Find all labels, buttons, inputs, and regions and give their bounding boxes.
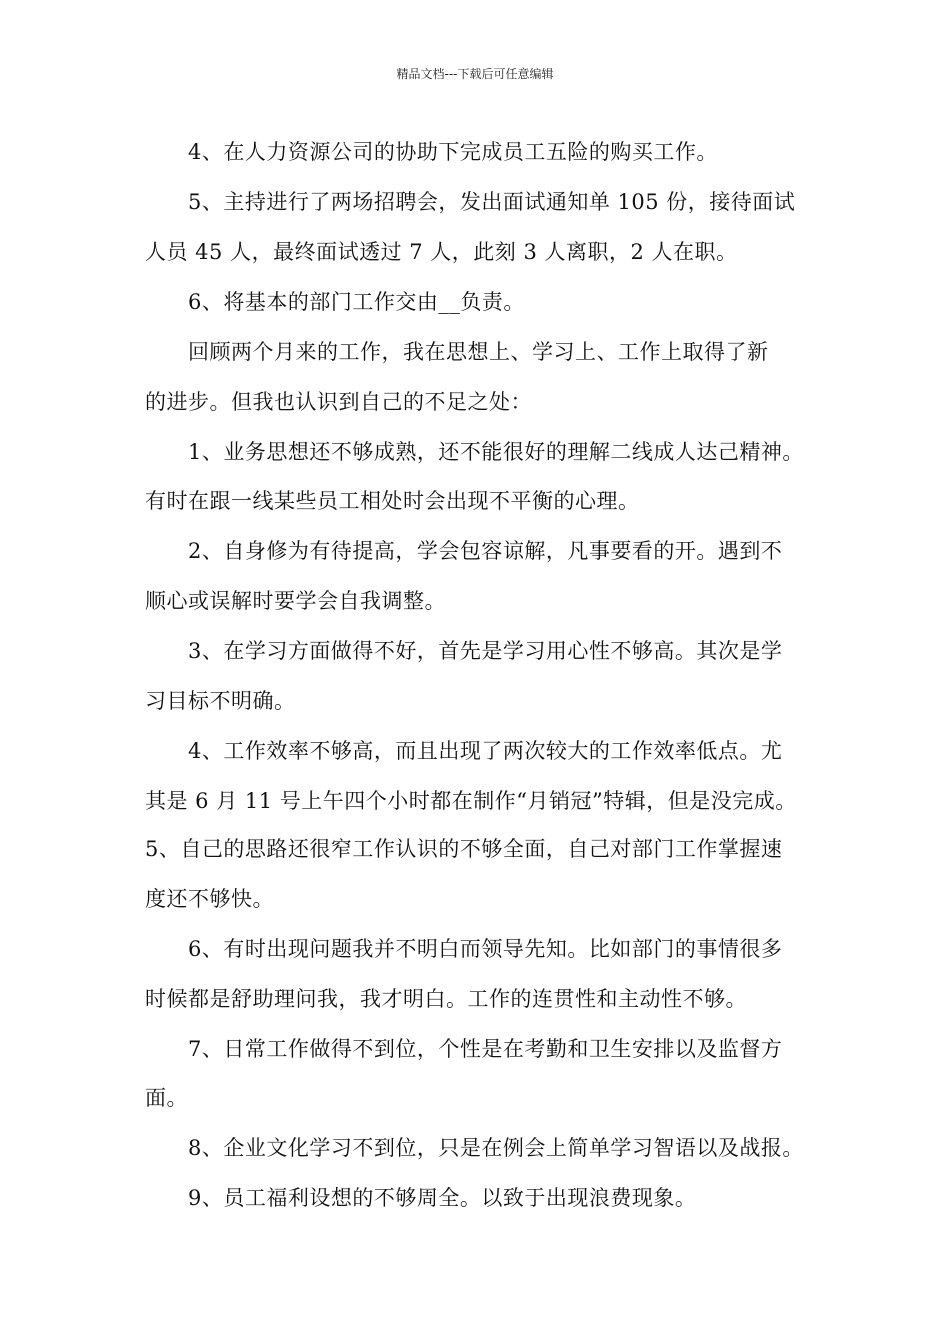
text-line: 7、日常工作做得不到位，个性是在考勤和卫生安排以及监督方 bbox=[188, 1037, 783, 1061]
text-line: 2、自身修为有待提高，学会包容谅解，凡事要看的开。遇到不 bbox=[188, 539, 783, 563]
text-line: 4、在人力资源公司的协助下完成员工五险的购买工作。 bbox=[188, 140, 718, 164]
text-line: 其是 6 月 11 号上午四个小时都在制作“月销冠”特辑，但是没完成。 bbox=[145, 789, 797, 813]
text-line: 1、业务思想还不够成熟，还不能很好的理解二线成人达己精神。 bbox=[188, 440, 804, 464]
text-line: 的进步。但我也认识到自己的不足之处： bbox=[145, 390, 532, 414]
text-line: 5、主持进行了两场招聘会，发出面试通知单 105 份，接待面试 bbox=[188, 190, 796, 214]
text-line: 9、员工福利设想的不够周全。以致于出现浪费现象。 bbox=[188, 1186, 697, 1210]
text-line: 顺心或误解时要学会自我调整。 bbox=[145, 589, 446, 613]
text-line: 面。 bbox=[145, 1086, 188, 1110]
text-line: 5、自己的思路还很窄工作认识的不够全面，自己对部门工作掌握速 bbox=[145, 837, 783, 861]
text-line: 回顾两个月来的工作，我在思想上、学习上、工作上取得了新 bbox=[188, 340, 769, 364]
text-line: 习目标不明确。 bbox=[145, 689, 296, 713]
text-line: 6、将基本的部门工作交由__负责。 bbox=[188, 290, 525, 314]
text-line: 4、工作效率不够高，而且出现了两次较大的工作效率低点。尤 bbox=[188, 739, 783, 763]
text-line: 有时在跟一线某些员工相处时会出现不平衡的心理。 bbox=[145, 489, 640, 513]
text-line: 时候都是舒助理问我，我才明白。工作的连贯性和主动性不够。 bbox=[145, 987, 747, 1011]
text-line: 6、有时出现问题我并不明白而领导先知。比如部门的事情很多 bbox=[188, 937, 783, 961]
text-line: 3、在学习方面做得不好，首先是学习用心性不够高。其次是学 bbox=[188, 639, 783, 663]
page-header: 精品文档---下载后可任意编辑 bbox=[396, 67, 554, 81]
text-line: 度还不够快。 bbox=[145, 887, 274, 911]
text-line: 人员 45 人，最终面试透过 7 人，此刻 3 人离职，2 人在职。 bbox=[145, 240, 738, 264]
text-line: 8、企业文化学习不到位，只是在例会上简单学习智语以及战报。 bbox=[188, 1136, 804, 1160]
